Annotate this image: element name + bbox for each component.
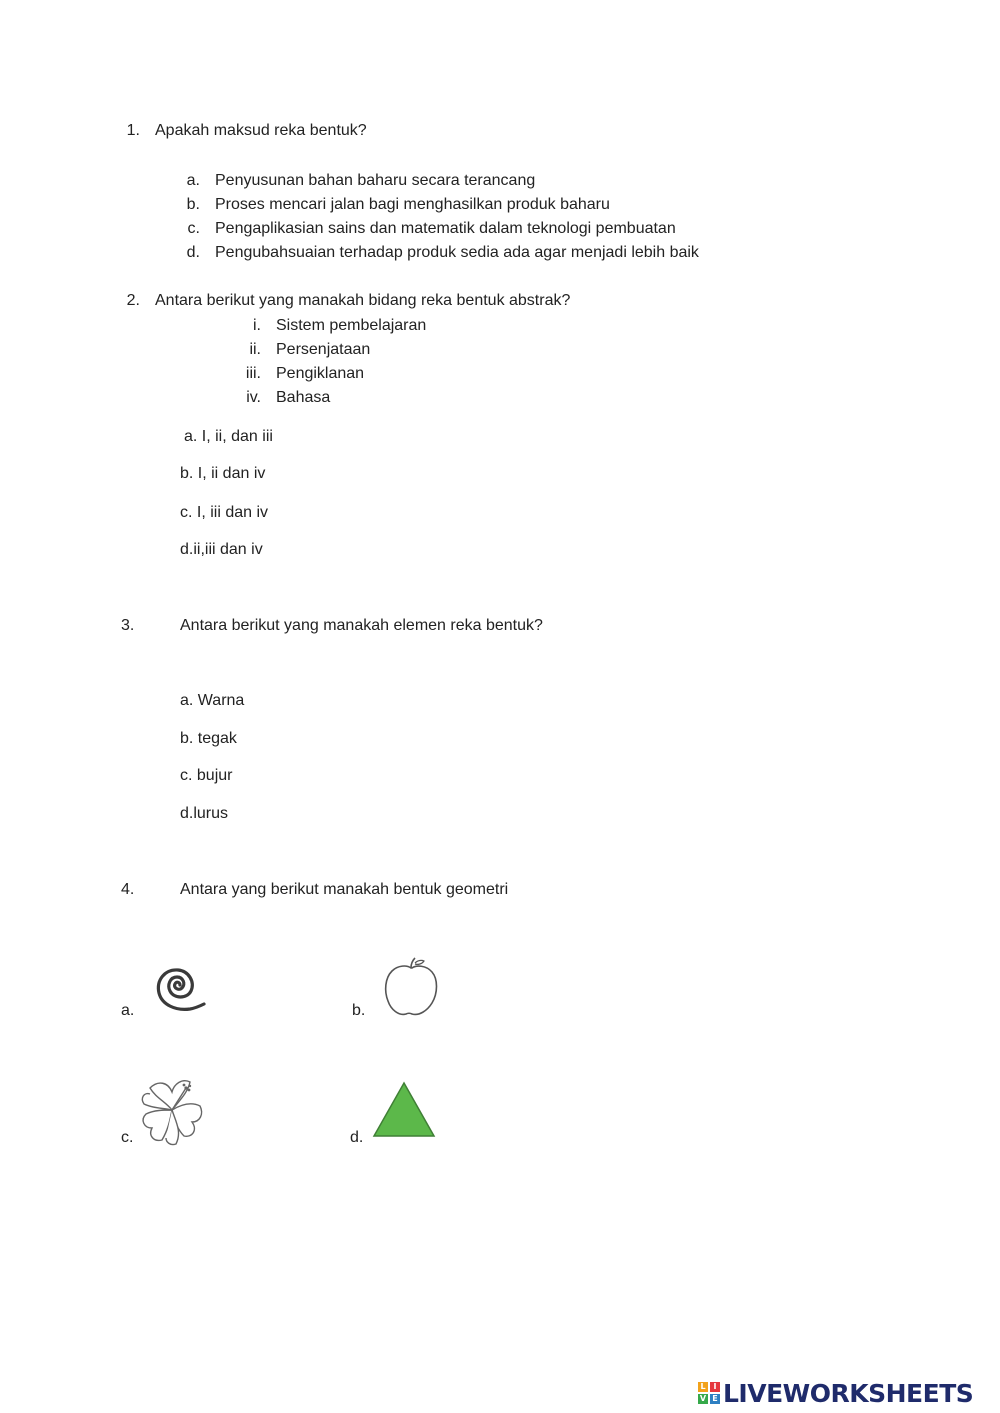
question-3-text: Antara berikut yang manakah elemen reka bentuk? <box>180 617 543 634</box>
question-3-option-a[interactable]: a. Warna <box>180 692 245 709</box>
question-4-option-d-letter[interactable]: d. <box>350 1129 364 1146</box>
question-3-number: 3. <box>121 617 135 634</box>
question-2-item-iii: Pengiklanan <box>276 365 365 382</box>
question-2-item-ii: Persenjataan <box>276 341 371 358</box>
question-4-option-a-letter[interactable]: a. <box>121 1002 135 1019</box>
question-3-option-c[interactable]: c. bujur <box>180 767 233 784</box>
logo-letter-l: L <box>698 1382 708 1392</box>
question-2-item-iii-numeral: iii. <box>245 365 261 382</box>
question-1-option-c-letter: c. <box>187 220 200 237</box>
question-4-text: Antara yang berikut manakah bentuk geometri <box>180 881 509 898</box>
question-2-text: Antara berikut yang manakah bidang reka bentuk abstrak? <box>155 292 571 309</box>
question-2-option-b[interactable]: b. I, ii dan iv <box>180 465 266 482</box>
question-2-item-iv: Bahasa <box>276 389 331 406</box>
question-3-option-b[interactable]: b. tegak <box>180 730 237 747</box>
question-1-number: 1. <box>126 122 140 139</box>
question-2-option-c[interactable]: c. I, iii dan iv <box>180 504 269 521</box>
question-2-option-a[interactable]: a. I, ii, dan iii <box>184 428 273 445</box>
question-2-item-i-numeral: i. <box>253 317 261 334</box>
question-2-item-ii-numeral: ii. <box>249 341 261 358</box>
logo-letter-v: V <box>699 1394 707 1403</box>
question-4-option-c-letter[interactable]: c. <box>121 1129 134 1146</box>
logo-letter-i: I <box>710 1382 720 1392</box>
spiral-icon[interactable] <box>146 958 210 1016</box>
hibiscus-flower-icon[interactable] <box>136 1074 208 1148</box>
question-2-item-i: Sistem pembelajaran <box>276 317 427 334</box>
question-2-number: 2. <box>126 292 140 309</box>
question-1-option-a[interactable]: Penyusunan bahan baharu secara terancang <box>215 172 536 189</box>
logo-text: LIVEWORKSHEETS <box>723 1378 974 1408</box>
logo-mark <box>698 1382 720 1404</box>
question-2-item-iv-numeral: iv. <box>246 389 261 406</box>
triangle-icon[interactable] <box>371 1081 437 1139</box>
logo-letter-e: E <box>710 1394 720 1404</box>
question-1-option-d-letter: d. <box>186 244 200 261</box>
liveworksheets-logo <box>698 1378 973 1408</box>
question-1-text: Apakah maksud reka bentuk? <box>155 122 367 139</box>
question-4-number: 4. <box>121 881 135 898</box>
question-4-option-b-letter[interactable]: b. <box>352 1002 366 1019</box>
apple-outline-icon[interactable] <box>382 955 440 1019</box>
question-2-option-d[interactable]: d.ii,iii dan iv <box>180 541 263 558</box>
question-1-option-b[interactable]: Proses mencari jalan bagi menghasilkan produk baharu <box>215 196 610 213</box>
question-1-option-a-letter: a. <box>186 172 200 189</box>
question-1-option-c[interactable]: Pengaplikasian sains dan matematik dalam teknologi pembuatan <box>215 220 676 237</box>
question-3-option-d[interactable]: d.lurus <box>180 805 229 822</box>
question-1-option-d[interactable]: Pengubahsuaian terhadap produk sedia ada agar menjadi lebih baik <box>215 244 699 261</box>
question-1-option-b-letter: b. <box>186 196 200 213</box>
